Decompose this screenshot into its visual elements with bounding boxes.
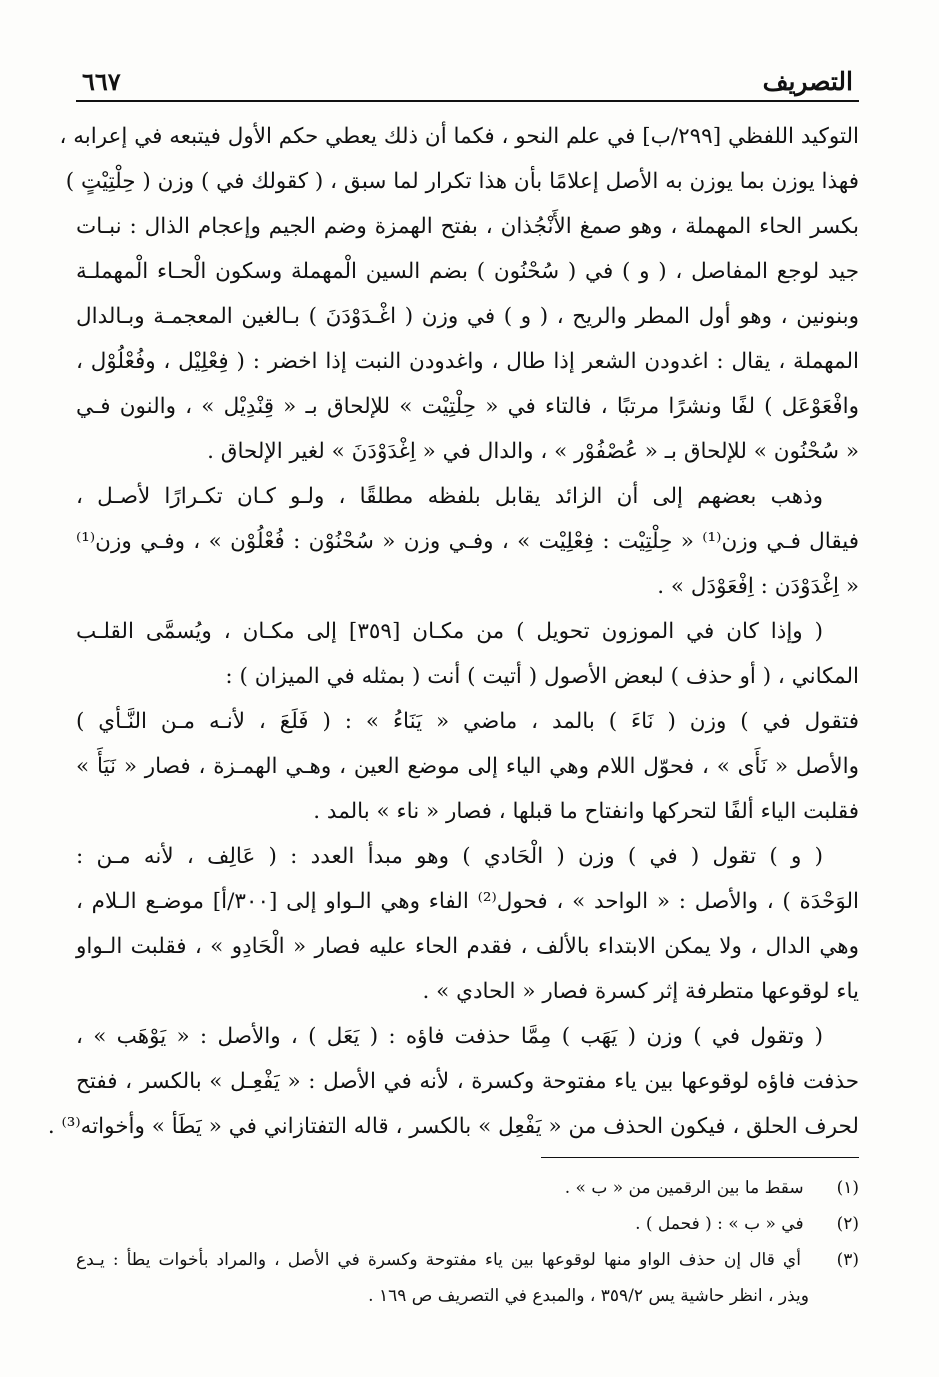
body-line: الوَحْدَة ) ، والأصل : « الواحد » ، فحول⁽²⁾ الفاء وهي الـواو إلى [٣٠٠/أ] موضـع الـلام ، [76,889,859,914]
body-line: ( و ) تقول ( في ) وزن ( الْحَادي ) وهو مبدأ العدد : ( عَالِف ، لأنه مـن : [76,844,823,869]
body-line: وذهب بعضهم إلى أن الزائد يقابل بلفظه مطلقًا ، ولـو كـان تكـرارًا لأصـل ، [76,484,823,509]
body-line: وبنونين ، وهو أول المطر والريح ، ( و ) في وزن ( اغْـدَوْدَنَ ) بـالغين المعجمـة وبـالدال [76,304,859,329]
body-text [47,114,859,1149]
footnote-number: (١) [836,1178,859,1198]
footnote-number: (٢) [836,1214,859,1234]
body-line: لحرف الحلق ، فيكون الحذف من « يَفْعِل » بالكسر ، قاله التفتازاني في « يَطَأ » وأخواته⁽³⁾ . [47,1114,859,1139]
body-line: المهملة ، يقال : اغدودن الشعر إذا طال ، واغدودن النبت إذا اخضر : ( فِعْلِيْل ، وفُعْلُوْل ، [76,349,859,374]
body-line: حذفت فاؤه لوقوعها بين ياء مفتوحة وكسرة ، لأنه في الأصل : « يَفْعِـل » بالكسر ، ففتح [76,1069,859,1094]
body-line: فتقول في ) وزن ( نَاءَ ) بالمد ، ماضي « يَنَاءُ » : ( فَلَعَ ، لأنـه مـن النَّـأي ) [76,709,859,734]
running-title: التصريف [762,67,853,96]
body-line: فقلبت الياء ألفًا لتحركها وانفتاح ما قبلها ، فصار « ناء » بالمد . [313,799,859,824]
body-line: « اِغْدَوْدَن : اِفْعَوْدَل » . [657,574,859,599]
footnotes [76,1170,859,1314]
footnote-divider [541,1157,859,1158]
body-line: المكاني ، ( أو حذف ) لبعض الأصول ( أتيت ) أنت ( بمثله في الميزان ) : [225,664,859,689]
body-line: فهذا يوزن بما يوزن به الأصل إعلامًا بأن هذا تكرار لما سبق ، ( كقولك في ) وزن ( حِلْتِيْتٍ ) [65,169,859,194]
page-header [76,58,859,102]
footnote-1 [76,1170,859,1206]
footnote-number: (٣) [836,1250,859,1270]
footnote-text: في « ب » : ( فحمل ) . [635,1214,804,1234]
footnote-text: ويذر ، انظر حاشية يس ٣٥٩/٢ ، والمبدع في التصريف ص ١٦٩ . [368,1286,809,1306]
body-line: بكسر الحاء المهملة ، وهو صمغ الأَنْجُذان ، بفتح الهمزة وضم الجيم وإعجام الذال : نبـات [76,214,859,239]
body-line: ياء لوقوعها متطرفة إثر كسرة فصار « الحادي » . [422,979,859,1004]
body-line: ( وإذا كان في الموزون تحويل ) من مكـان [٣٥٩] إلى مكـان ، ويُسمَّى القلـب [76,619,823,644]
body-line: ( وتقول في ) وزن ( يَهَب ) مِمَّا حذفت فاؤه : ( يَعَل ) ، والأصل : « يَوْهَب » ، [76,1024,823,1049]
body-line: والأصل « نَأَى » ، فحوّل اللام وهي الياء إلى موضع العين ، وهـي الهمـزة ، فصار « نَيَأَ » [76,754,859,779]
body-line: التوكيد اللفظي [٢٩٩/ب] في علم النحو ، فكما أن ذلك يعطي حكم الأول فيتبعه في إعرابه ، [59,124,859,149]
footnote-text: أي قال إن حذف الواو منها لوقوعها بين ياء مفتوحة وكسرة في الأصل ، والمراد بأخوات يطأ : يـدع [76,1250,801,1270]
footnote-text: سقط ما بين الرقمين من « ب » . [564,1178,804,1198]
body-line: جيد لوجع المفاصل ، ( و ) في ( سُحْنُون ) بضم السين الْمهملة وسكون الْحـاء الْمهملـة [76,259,859,284]
body-line: وهي الدال ، ولا يمكن الابتداء بالألف ، فقدم الحاء عليه فصار « الْحَادِو » ، فقلبت الـواو [76,934,859,959]
body-line: فيقال فـي وزن⁽¹⁾ « حِلْتِيْت : فِعْلِيْت » ، وفـي وزن « سُحْنُوْن : فُعْلُوْن » ، وفـي وزن⁽¹⁾ [76,529,859,554]
footnote-3 [76,1242,859,1278]
page-number: ٦٦٧ [82,67,121,96]
body-line: وافْعَوْعَل ) لفًا ونشرًا مرتبًا ، فالتاء في « حِلْتِيْت » للإلحاق بـ « قِنْدِيْل » ، والنون فـي [76,394,859,419]
footnote-2 [76,1206,859,1242]
body-line: « سُحْنُون » للإلحاق بـ « عُصْفُوْر » ، والدال في « اِغْدَوْدَنَ » لغير الإلحاق . [207,439,859,464]
footnote-3-continued [76,1278,859,1314]
